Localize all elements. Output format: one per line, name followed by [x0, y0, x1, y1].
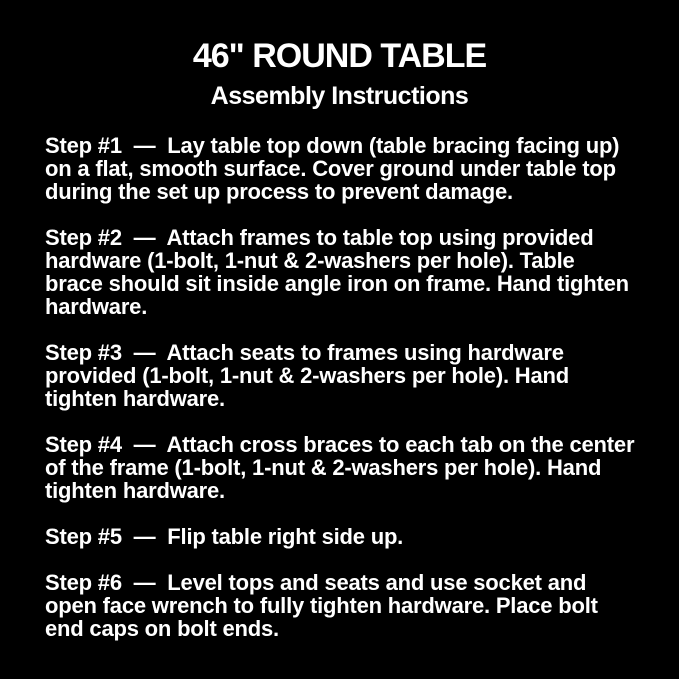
step-2-line: Step #2 — Attach frames to table top using provided	[45, 225, 594, 250]
step-3	[45, 341, 649, 410]
page-subtitle: Assembly Instructions	[210, 82, 469, 110]
step-4-line: tighten hardware.	[45, 478, 225, 503]
step-1-line: Step #1 — Lay table top down (table bracing facing up)	[45, 133, 620, 158]
step-5	[45, 525, 649, 548]
step-4-line: Step #4 — Attach cross braces to each tab on the center	[45, 432, 635, 457]
step-6-line: Step #6 — Level tops and seats and use socket and	[45, 570, 587, 595]
step-6-line: end caps on bolt ends.	[45, 616, 279, 641]
step-5-line: Step #5 — Flip table right side up.	[45, 524, 404, 549]
step-6-line: open face wrench to fully tighten hardware. Place bolt	[45, 593, 598, 618]
step-4-line: of the frame (1-bolt, 1-nut & 2-washers per hole). Hand	[45, 455, 602, 480]
step-6	[45, 571, 649, 640]
step-1	[45, 134, 649, 203]
step-2-line: brace should sit inside angle iron on frame. Hand tighten	[45, 271, 629, 296]
step-2	[45, 226, 649, 318]
instructions-list	[45, 134, 649, 640]
step-4	[45, 433, 649, 502]
step-1-line: on a flat, smooth surface. Cover ground under table top	[45, 156, 616, 181]
page-title: 46" ROUND TABLE	[192, 37, 487, 75]
step-1-line: during the set up process to prevent damage.	[45, 179, 513, 204]
step-3-line: tighten hardware.	[45, 386, 225, 411]
step-3-line: provided (1-bolt, 1-nut & 2-washers per hole). Hand	[45, 363, 569, 388]
step-2-line: hardware (1-bolt, 1-nut & 2-washers per hole). Table	[45, 248, 575, 273]
step-2-line: hardware.	[45, 294, 148, 319]
step-3-line: Step #3 — Attach seats to frames using hardware	[45, 340, 564, 365]
